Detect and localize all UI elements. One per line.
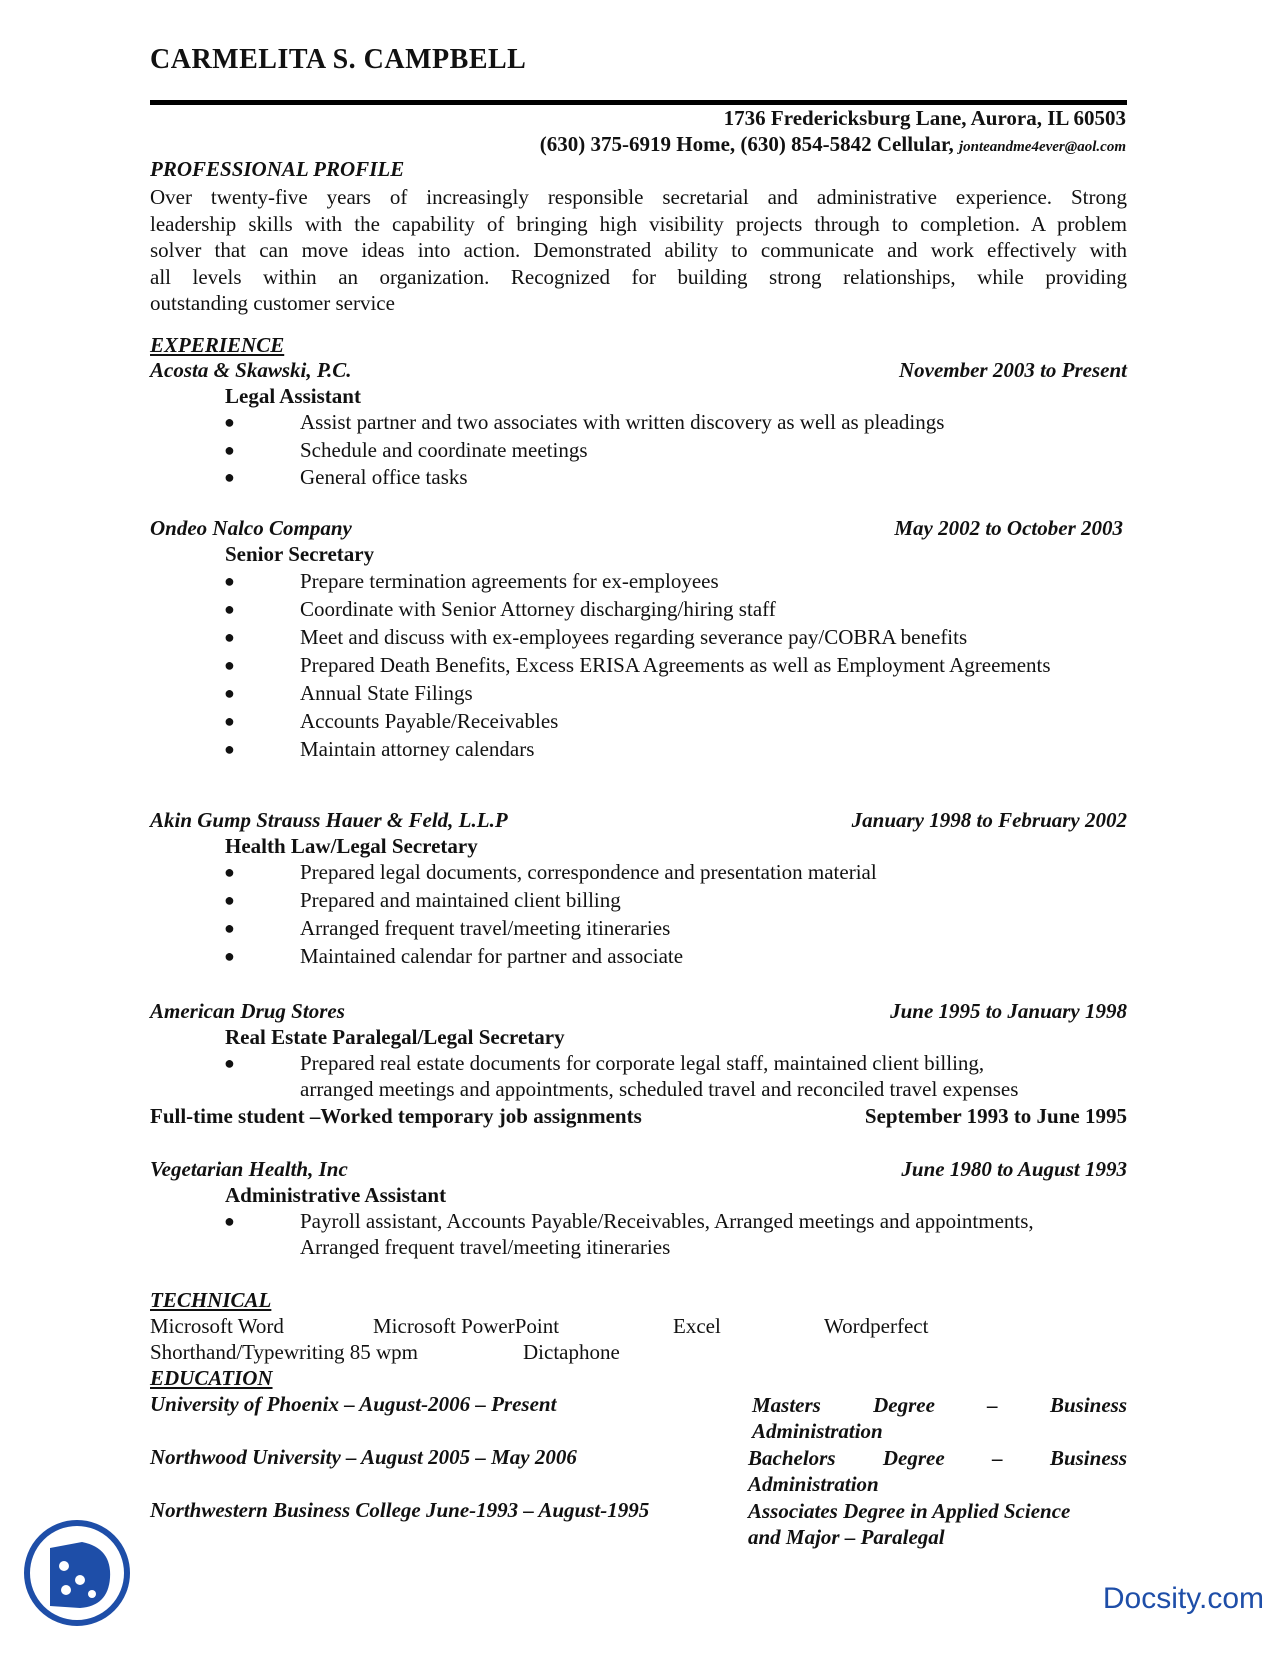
job-title: Real Estate Paralegal/Legal Secretary [225, 1025, 565, 1049]
job-title: Administrative Assistant [225, 1183, 447, 1207]
bullet-icon: ● [224, 890, 235, 910]
job-bullet: Prepared Death Benefits, Excess ERISA Agreements as well as Employment Agreements [300, 653, 1051, 677]
job-company: Akin Gump Strauss Hauer & Feld, L.L.P [150, 808, 508, 832]
job-title: Legal Assistant [225, 384, 361, 408]
bullet-icon: ● [224, 440, 235, 460]
bullet-icon: ● [224, 571, 235, 591]
job-company: American Drug Stores [150, 999, 345, 1023]
skill-item: Excel [673, 1314, 721, 1338]
education-school: Northwood University – August 2005 – May 2006 [150, 1445, 577, 1469]
education-degree [748, 1498, 1123, 1550]
job-bullet: Arranged frequent travel/meeting itineraries [300, 916, 671, 940]
job-bullet: Schedule and coordinate meetings [300, 438, 588, 462]
skill-item: Wordperfect [824, 1314, 929, 1338]
job-dates: June 1980 to August 1993 [901, 1157, 1127, 1181]
job-company: Ondeo Nalco Company [150, 516, 352, 540]
job-company: Acosta & Skawski, P.C. [150, 358, 352, 382]
bullet-icon: ● [224, 946, 235, 966]
degree-line: and Major – Paralegal [748, 1525, 945, 1549]
docsity-logo-icon [22, 1518, 132, 1628]
degree-line: Associates Degree in Applied Science [748, 1499, 1071, 1523]
bullet-icon: ● [224, 627, 235, 647]
bullet-icon: ● [224, 1053, 235, 1073]
job-bullet: Maintained calendar for partner and associate [300, 944, 684, 968]
degree-line: Administration [748, 1472, 879, 1496]
bullet-icon: ● [224, 862, 235, 882]
job-dates: June 1995 to January 1998 [890, 999, 1127, 1023]
job-bullet: Meet and discuss with ex-employees regarding severance pay/COBRA benefits [300, 625, 968, 649]
docsity-watermark[interactable]: Docsity.com [1102, 1582, 1264, 1615]
profile-heading: PROFESSIONAL PROFILE [150, 157, 405, 181]
job-bullet: Prepared legal documents, correspondence and presentation material [300, 860, 877, 884]
profile-line: Over twenty-five years of increasingly responsible secretarial and administrative experience. Strong [150, 185, 1127, 209]
education-degree [752, 1392, 1127, 1444]
job-dates: January 1998 to February 2002 [851, 808, 1127, 832]
technical-heading: TECHNICAL [150, 1288, 272, 1312]
bullet-icon: ● [224, 739, 235, 759]
bullet-icon: ● [224, 1211, 235, 1231]
bullet-icon: ● [224, 467, 235, 487]
profile-paragraph [150, 184, 1127, 317]
resume-name: CARMELITA S. CAMPBELL [150, 44, 527, 75]
profile-line: outstanding customer service [150, 291, 395, 315]
address: 1736 Fredericksburg Lane, Aurora, IL 60503 [723, 106, 1126, 130]
education-school: Northwestern Business College June-1993 – August-1995 [150, 1498, 650, 1522]
bullet-icon: ● [224, 918, 235, 938]
job-bullet: Accounts Payable/Receivables [300, 709, 559, 733]
job-bullet: Payroll assistant, Accounts Payable/Receivables, Arranged meetings and appointments, [300, 1209, 1034, 1233]
bullet-icon: ● [224, 711, 235, 731]
bullet-icon: ● [224, 683, 235, 703]
job-bullet: Assist partner and two associates with written discovery as well as pleadings [300, 410, 945, 434]
degree-line: Masters Degree – Business [752, 1393, 1127, 1417]
profile-line: leadership skills with the capability of bringing high visibility projects through to completion. A problem [150, 211, 1127, 236]
job-bullet: General office tasks [300, 465, 468, 489]
email-address: jonteandme4ever@aol.com [958, 139, 1126, 155]
profile-line: all levels within an organization. Recognized for building strong relationships, while providing [150, 264, 1127, 289]
job-bullet: Coordinate with Senior Attorney discharging/hiring staff [300, 597, 776, 621]
student-dates: September 1993 to June 1995 [864, 1104, 1127, 1128]
job-bullet: Prepared real estate documents for corporate legal staff, maintained client billing, [300, 1051, 985, 1075]
skill-item: Microsoft PowerPoint [373, 1314, 560, 1338]
job-bullet-continued: arranged meetings and appointments, scheduled travel and reconciled travel expenses [300, 1077, 1019, 1101]
phone-numbers: (630) 375-6919 Home, (630) 854-5842 Cellular, [539, 132, 954, 156]
job-dates: November 2003 to Present [898, 358, 1127, 382]
job-company: Vegetarian Health, Inc [150, 1157, 348, 1181]
experience-heading: EXPERIENCE [150, 333, 285, 357]
skill-item: Microsoft Word [150, 1314, 284, 1338]
job-bullet: Maintain attorney calendars [300, 737, 535, 761]
education-degree [748, 1445, 1127, 1497]
job-bullet: Prepare termination agreements for ex-employees [300, 569, 719, 593]
student-line: Full-time student –Worked temporary job assignments [150, 1104, 642, 1128]
job-bullet-continued: Arranged frequent travel/meeting itineraries [300, 1235, 671, 1259]
education-school: University of Phoenix – August-2006 – Present [150, 1392, 557, 1416]
skill-item: Shorthand/Typewriting 85 wpm [150, 1340, 419, 1364]
contact-line [540, 132, 1126, 157]
job-title: Health Law/Legal Secretary [225, 834, 478, 858]
degree-line: Bachelors Degree – Business [748, 1446, 1127, 1470]
skill-item: Dictaphone [523, 1340, 620, 1364]
bullet-icon: ● [224, 655, 235, 675]
header-divider [150, 100, 1127, 105]
job-bullet: Annual State Filings [300, 681, 473, 705]
education-heading: EDUCATION [150, 1366, 273, 1390]
job-bullet: Prepared and maintained client billing [300, 888, 621, 912]
bullet-icon: ● [224, 599, 235, 619]
job-dates: May 2002 to October 2003 [894, 516, 1123, 540]
degree-line: Administration [752, 1419, 883, 1443]
bullet-icon: ● [224, 412, 235, 432]
job-title: Senior Secretary [225, 542, 375, 566]
profile-line: solver that can move ideas into action. Demonstrated ability to communicate and work effectively with [150, 238, 1127, 262]
